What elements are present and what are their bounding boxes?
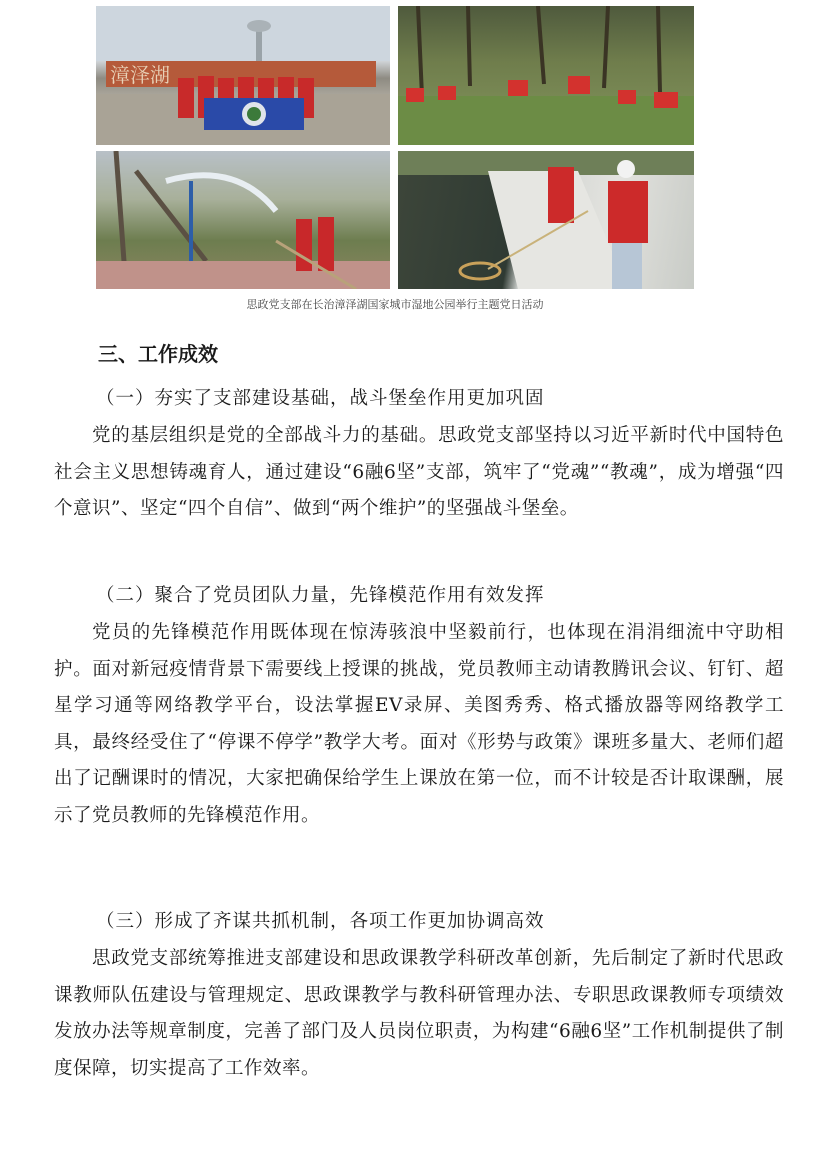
paragraph-3: 思政党支部统筹推进支部建设和思政课教学科研改革创新，先后制定了新时代思政课教师队伍建设与管理规定、思政课教学与教科研管理办法、专职思政课教师专项绩效发放办法等规章制度，完善了部门及人员岗位职责，为构建“6融6坚”工作机制提供了制度保障，切实提高了工作效率。 [54, 948, 784, 1079]
photo-net-cleaning [398, 151, 694, 289]
photo-watering-trees [96, 151, 390, 289]
sign-text: 漳泽湖 [110, 63, 170, 87]
subheading-3: （三）形成了齐谋共抓机制，各项工作更加协调高效 [96, 911, 545, 932]
subheading-1: （一）夯实了支部建设基础，战斗堡垒作用更加巩固 [96, 388, 545, 409]
figure-caption: 思政党支部在长治漳泽湖国家城市湿地公园举行主题党日活动 [246, 298, 544, 311]
section-title: 三、工作成效 [98, 342, 218, 366]
photo-group-banner [96, 6, 390, 145]
photo-cleanup-woods [398, 6, 694, 145]
subheading-2: （二）聚合了党员团队力量，先锋模范作用有效发挥 [96, 585, 545, 606]
paragraph-1: 党的基层组织是党的全部战斗力的基础。思政党支部坚持以习近平新时代中国特色社会主义思想铸魂育人，通过建设“6融6坚”支部，筑牢了“党魂”“教魂”，成为增强“四个意识”、坚定“四个自信”、做到“两个维护”的坚强战斗堡垒。 [54, 425, 784, 519]
paragraph-2: 党员的先锋模范作用既体现在惊涛骇浪中坚毅前行，也体现在涓涓细流中守助相护。面对新冠疫情背景下需要线上授课的挑战，党员教师主动请教腾讯会议、钉钉、超星学习通等网络教学平台，设法掌握EV录屏、美图秀秀、格式播放器等网络教学工具，最终经受住了“停课不停学”教学大考。面对《形势与政策》课班多量大、老师们超出了记酬课时的情况，大家把确保给学生上课放在第一位，而不计较是否计取课酬，展示了党员教师的先锋模范作用。 [54, 622, 784, 826]
photo-grid [96, 6, 694, 289]
